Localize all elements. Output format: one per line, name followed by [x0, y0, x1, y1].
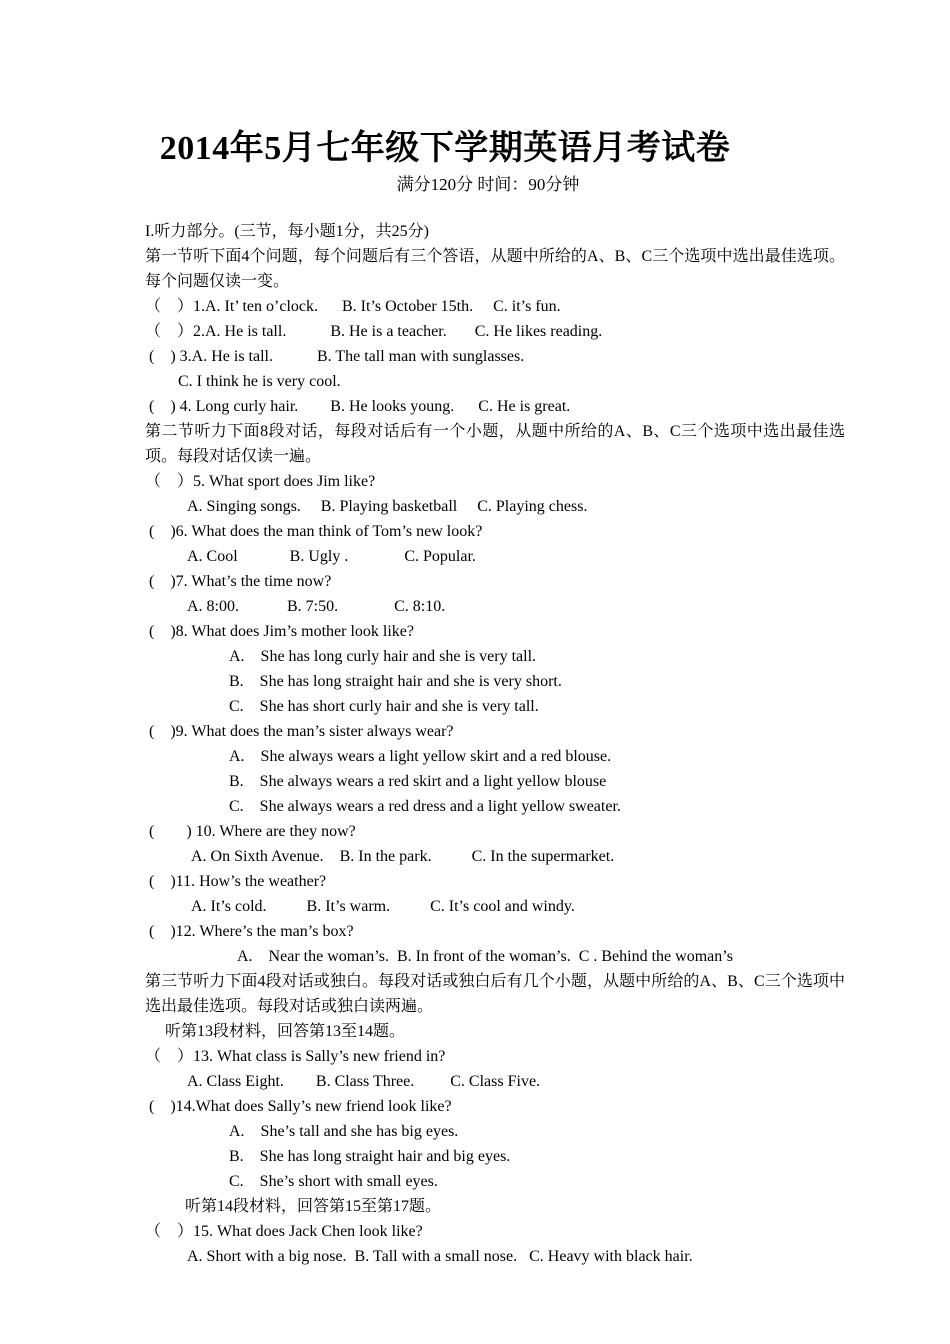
question-5-options: A. Singing songs. B. Playing basketball C. Playing chess.	[187, 498, 588, 515]
question-6-options: A. Cool B. Ugly . C. Popular.	[187, 548, 476, 565]
question-8: ( )8. What does Jim’s mother look like?	[145, 623, 414, 640]
question-10: ( ) 10. Where are they now?	[145, 823, 356, 840]
question-8-option-c: C. She has short curly hair and she is very tall.	[229, 698, 539, 715]
question-11-options: A. It’s cold. B. It’s warm. C. It’s cool and windy.	[191, 898, 575, 915]
question-9-option-a: A. She always wears a light yellow skirt and a red blouse.	[229, 748, 612, 765]
material-13-note: 听第13段材料，回答第13至14题。	[165, 1023, 406, 1040]
question-1: （ ）1.A. It’ ten o’clock. B. It’s October 15th. C. it’s fun.	[145, 298, 561, 315]
part-two-instructions: 第二节听力下面8段对话，每段对话后有一个小题，从题中所给的A、B、C三个选项中选出最佳选项。每段对话仅读一遍。	[145, 423, 845, 465]
listening-section	[145, 219, 845, 1269]
question-7: ( )7. What’s the time now?	[145, 573, 332, 590]
question-13: （ ）13. What class is Sally’s new friend in?	[145, 1048, 446, 1065]
part-one-instructions: 第一节听下面4个问题，每个问题后有三个答语，从题中所给的A、B、C三个选项中选出最佳选项。每个问题仅读一变。	[145, 248, 845, 290]
question-9-option-c: C. She always wears a red dress and a light yellow sweater.	[229, 798, 621, 815]
question-3: ( ) 3.A. He is tall. B. The tall man with sunglasses.	[145, 348, 525, 365]
question-9-option-b: B. She always wears a red skirt and a light yellow blouse	[229, 773, 607, 790]
question-8-option-b: B. She has long straight hair and she is very short.	[229, 673, 562, 690]
question-13-options: A. Class Eight. B. Class Three. C. Class Five.	[187, 1073, 541, 1090]
question-14-option-a: A. She’s tall and she has big eyes.	[229, 1123, 459, 1140]
question-7-options: A. 8:00. B. 7:50. C. 8:10.	[187, 598, 446, 615]
question-4: ( ) 4. Long curly hair. B. He looks young. C. He is great.	[145, 398, 571, 415]
question-12-options: A. Near the woman’s. B. In front of the woman’s. C . Behind the woman’s	[237, 948, 733, 965]
material-14-note: 听第14段材料，回答第15至第17题。	[185, 1198, 442, 1215]
question-8-option-a: A. She has long curly hair and she is very tall.	[229, 648, 537, 665]
question-10-options: A. On Sixth Avenue. B. In the park. C. In the supermarket.	[191, 848, 615, 865]
question-6: ( )6. What does the man think of Tom’s new look?	[145, 523, 483, 540]
part-three-instructions: 第三节听力下面4段对话或独白。每段对话或独白后有几个小题，从题中所给的A、B、C三个选项中选出最佳选项。每段对话或独白读两遍。	[145, 973, 845, 1015]
question-2: （ ）2.A. He is tall. B. He is a teacher. C. He likes reading.	[145, 323, 603, 340]
exam-subtitle: 满分120分 时间：90分钟	[396, 175, 580, 194]
section-heading: I.听力部分。(三节，每小题1分，共25分)	[145, 223, 429, 240]
question-15-options: A. Short with a big nose. B. Tall with a small nose. C. Heavy with black hair.	[187, 1248, 693, 1265]
question-14-option-b: B. She has long straight hair and big eyes.	[229, 1148, 511, 1165]
question-3-option-c: C. I think he is very cool.	[178, 373, 341, 390]
question-15: （ ）15. What does Jack Chen look like?	[145, 1223, 423, 1240]
question-14-option-c: C. She’s short with small eyes.	[229, 1173, 438, 1190]
question-12: ( )12. Where’s the man’s box?	[145, 923, 354, 940]
question-14: ( )14.What does Sally’s new friend look like?	[145, 1098, 452, 1115]
question-5: （ ）5. What sport does Jim like?	[145, 473, 376, 490]
exam-title: 2014年5月七年级下学期英语月考试卷	[159, 130, 731, 167]
question-9: ( )9. What does the man’s sister always wear?	[145, 723, 454, 740]
question-11: ( )11. How’s the weather?	[145, 873, 327, 890]
